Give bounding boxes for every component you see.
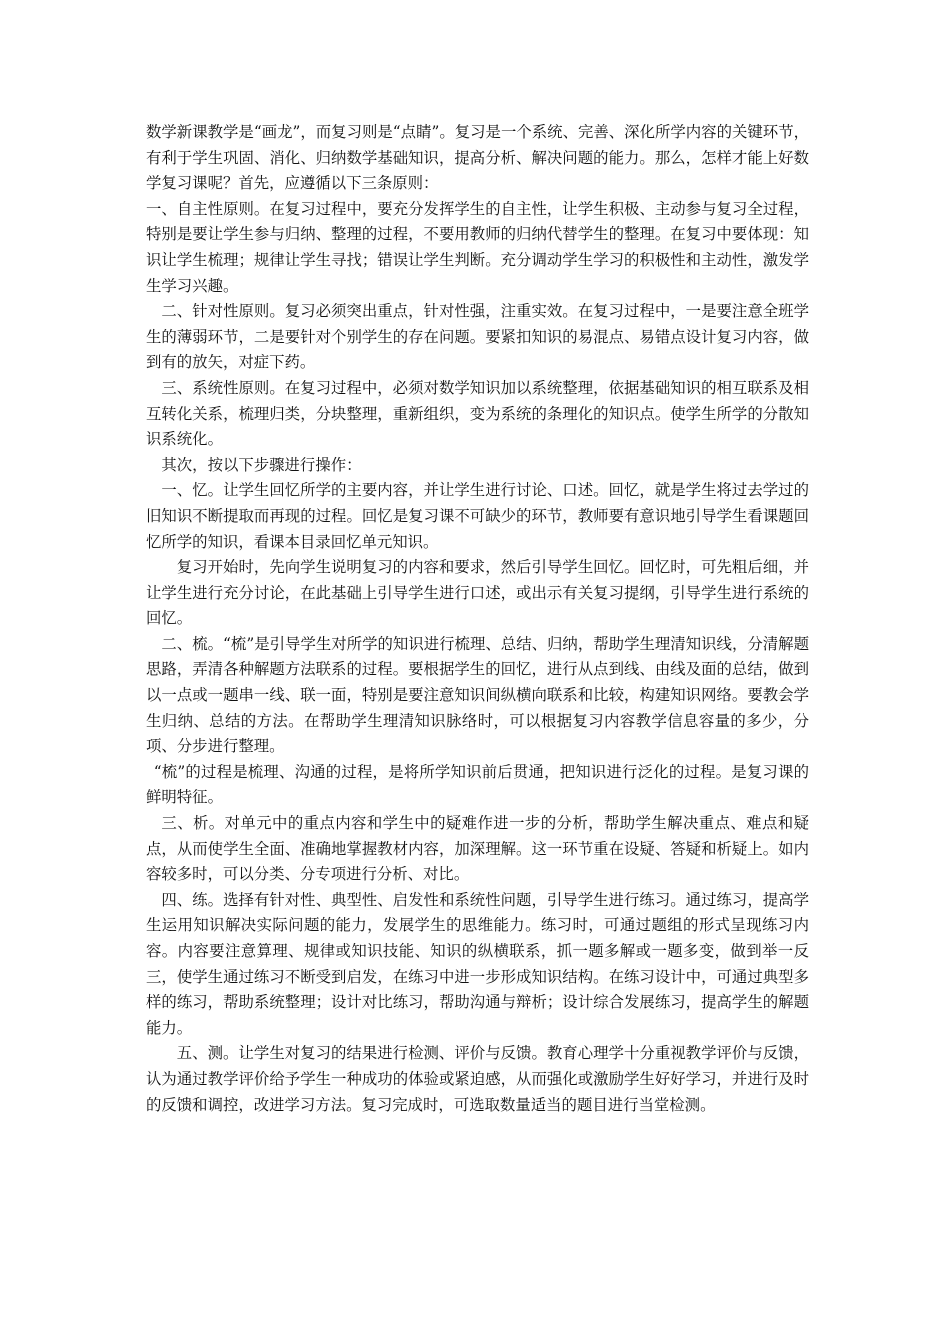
paragraph-step-1-detail: 复习开始时，先向学生说明复习的内容和要求，然后引导学生回忆。回忆时，可先粗后细，并让学生进行充分讨论，在此基础上引导学生进行口述，或出示有关复习提纲，引导学生进行系统的回忆。 (146, 558, 809, 628)
paragraph-principle-1: 一、自主性原则。在复习过程中，要充分发挥学生的自主性，让学生积极、主动参与复习全过程，特别是要让学生参与归纳、整理的过程，不要用教师的归纳代替学生的整理。在复习中要体现：知识让学生梳理；规律让学生寻找；错误让学生判断。充分调动学生学习的积极性和主动性，激发学生学习兴趣。 (146, 199, 809, 295)
paragraph-step-3: 三、析。对单元中的重点内容和学生中的疑难作进一步的分析，帮助学生解决重点、难点和疑点，从而使学生全面、准确地掌握教材内容，加深理解。这一环节重在设疑、答疑和析疑上。如内容较多时，可以分类、分专项进行分析、对比。 (146, 814, 809, 884)
paragraph-step-2: 二、梳。“梳”是引导学生对所学的知识进行梳理、总结、归纳，帮助学生理清知识线，分清解题思路，弄清各种解题方法联系的过程。要根据学生的回忆，进行从点到线、由线及面的总结，做到以一点或一题串一线、联一面，特别是要注意知识间纵横向联系和比较，构建知识网络。要教会学生归纳、总结的方法。在帮助学生理清知识脉络时，可以根据复习内容教学信息容量的多少，分项、分步进行整理。 (146, 634, 809, 756)
paragraph-steps-intro: 其次，按以下步骤进行操作： (161, 455, 362, 474)
document-body (146, 120, 809, 1118)
paragraph-step-5: 五、测。让学生对复习的结果进行检测、评价与反馈。教育心理学十分重视教学评价与反馈，认为通过教学评价给予学生一种成功的体验或紧迫感，从而强化或激励学生好好学习，并进行及时的反馈和调控，改进学习方法。复习完成时，可选取数量适当的题目进行当堂检测。 (146, 1044, 809, 1114)
paragraph-step-2-detail: “梳”的过程是梳理、沟通的过程，是将所学知识前后贯通，把知识进行泛化的过程。是复习课的鲜明特征。 (146, 762, 809, 807)
paragraph-principle-3: 三、系统性原则。在复习过程中，必须对数学知识加以系统整理，依据基础知识的相互联系及相互转化关系，梳理归类，分块整理，重新组织，变为系统的条理化的知识点。使学生所学的分散知识系统化。 (146, 378, 809, 449)
paragraph-step-4: 四、练。选择有针对性、典型性、启发性和系统性问题，引导学生进行练习。通过练习，提高学生运用知识解决实际问题的能力，发展学生的思维能力。练习时，可通过题组的形式呈现练习内容。内容要注意算理、规律或知识技能、知识的纵横联系，抓一题多解或一题多变，做到举一反三，使学生通过练习不断受到启发，在练习中进一步形成知识结构。在练习设计中，可通过典型多样的练习，帮助系统整理；设计对比练习，帮助沟通与辩析；设计综合发展练习，提高学生的解题能力。 (146, 890, 809, 1037)
paragraph-intro: 数学新课教学是“画龙”，而复习则是“点睛”。复习是一个系统、完善、深化所学内容的关键环节，有利于学生巩固、消化、归纳数学基础知识，提高分析、解决问题的能力。那么，怎样才能上好数学复习课呢？首先，应遵循以下三条原则： (146, 123, 809, 193)
paragraph-principle-2: 二、针对性原则。复习必须突出重点，针对性强，注重实效。在复习过程中，一是要注意全班学生的薄弱环节，二是要针对个别学生的存在问题。要紧扣知识的易混点、易错点设计复习内容，做到有的放矢，对症下药。 (146, 302, 809, 372)
paragraph-step-1: 一、忆。让学生回忆所学的主要内容，并让学生进行讨论、口述。回忆，就是学生将过去学过的旧知识不断提取而再现的过程。回忆是复习课不可缺少的环节，教师要有意识地引导学生看课题回忆所学的知识，看课本目录回忆单元知识。 (146, 481, 809, 551)
